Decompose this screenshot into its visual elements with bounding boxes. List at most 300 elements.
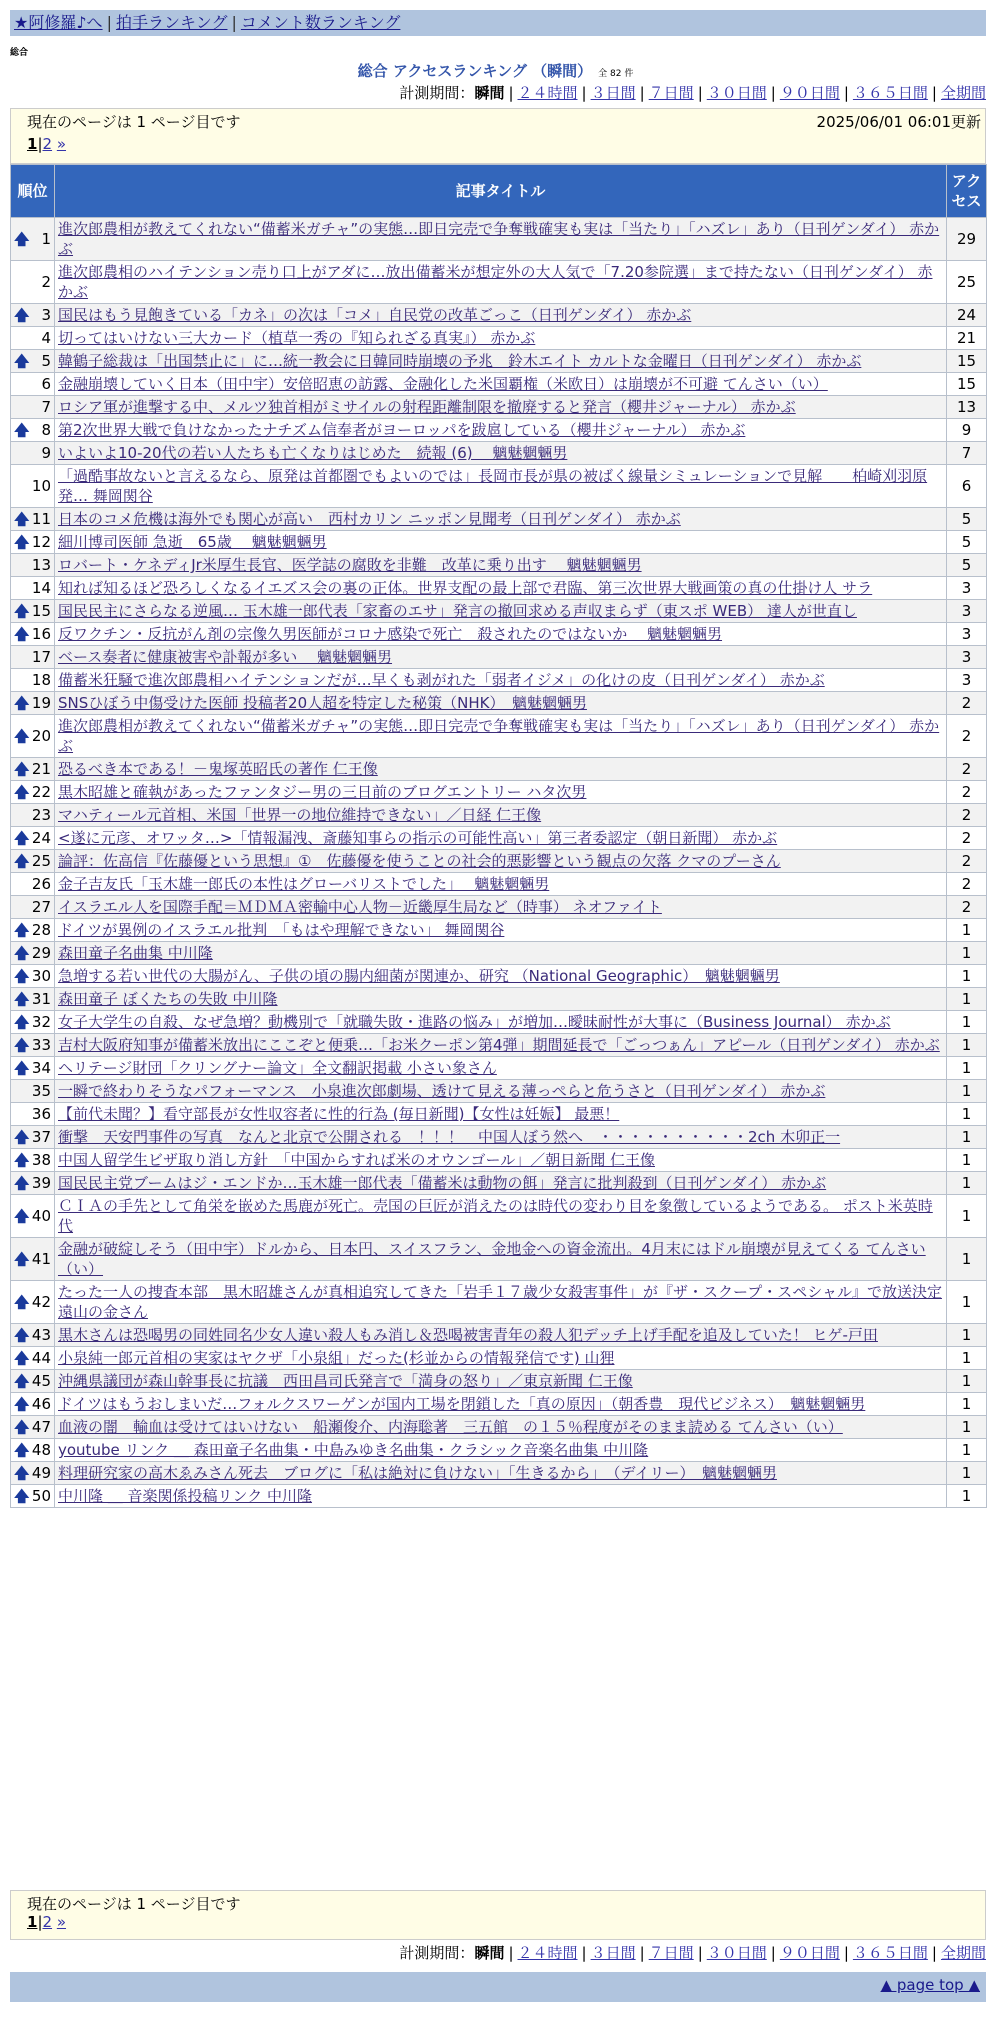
rank-number: 31 (31, 990, 51, 1008)
title-cell (55, 442, 947, 465)
rank-cell (11, 646, 55, 669)
article-link[interactable]: 衝撃 天安門事件の写真 なんと北京で公開される ！！！ 中国人ぼう然へ ・・・・・・・・・・2ch 木卯正一 (58, 1128, 841, 1146)
rank-number: 23 (31, 806, 51, 824)
article-link[interactable]: マハティール元首相、米国「世界一の地位維持できない」／日経 仁王像 (58, 806, 542, 824)
article-link[interactable]: ベース奏者に健康被害や訃報が多い 魑魅魍魎男 (58, 648, 393, 666)
rank-number: 39 (31, 1174, 51, 1192)
table-row (11, 531, 987, 554)
period-link-2[interactable]: ７日間 (648, 1944, 694, 1962)
title-cell (55, 218, 947, 261)
access-count: 9 (947, 419, 987, 442)
article-link[interactable]: 知れば知るほど恐ろしくなるイエズス会の裏の正体。世界支配の最上部で君臨、第三次世界大戦画策の真の仕掛け人 サラ (58, 579, 873, 597)
access-count: 1 (947, 1172, 987, 1195)
rank-number: 40 (31, 1207, 51, 1225)
title-cell (55, 373, 947, 396)
access-count: 1 (947, 1011, 987, 1034)
period-link-0[interactable]: ２４時間 (517, 1944, 578, 1962)
period-link-6[interactable]: 全期間 (940, 1944, 986, 1962)
rank-cell (11, 600, 55, 623)
table-row (11, 758, 987, 781)
article-link[interactable]: 日本のコメ危機は海外でも関心が高い 西村カリン ニッポン見聞考（日刊ゲンダイ） 赤かぶ (58, 510, 681, 528)
rank-cell (11, 1485, 55, 1508)
updated-time: 2025/06/01 06:01更新 (816, 113, 981, 131)
period-selector-bottom (399, 1944, 986, 1962)
nav-separator: | (106, 13, 112, 32)
table-row (11, 508, 987, 531)
rank-number: 32 (31, 1013, 51, 1031)
article-link[interactable]: 進次郎農相のハイテンション売り口上がアダに…放出備蓄米が想定外の大人気で「7.20参院選」まで持たない（日刊ゲンダイ） 赤かぶ (58, 263, 933, 301)
rank-number: 7 (41, 398, 51, 416)
access-count: 7 (947, 442, 987, 465)
rank-number: 5 (41, 352, 51, 370)
title-cell (55, 827, 947, 850)
access-count: 1 (947, 1281, 987, 1324)
title-cell (55, 554, 947, 577)
period-separator: | (697, 1944, 703, 1962)
article-link[interactable]: 金子吉友氏「玉木雄一郎氏の本性はグローバリストでした」 魑魅魍魎男 (58, 875, 550, 893)
rank-number: 12 (31, 533, 51, 551)
article-link[interactable]: 料理研究家の高木ゑみさん死去 ブログに「私は絶対に負けない」「生きるから」 （デイリー） 魑魅魍魎男 (58, 1464, 777, 1482)
rank-number: 4 (41, 329, 51, 347)
rank-cell (11, 715, 55, 758)
title-cell (55, 261, 947, 304)
period-link-0[interactable]: ２４時間 (517, 84, 578, 102)
rank-number: 44 (31, 1349, 51, 1367)
access-count: 5 (947, 554, 987, 577)
access-count: 2 (947, 758, 987, 781)
title-cell (55, 1080, 947, 1103)
rank-number: 20 (31, 727, 51, 745)
article-link[interactable]: 女子大学生の自殺、なぜ急増？動機別で「就職失敗・進路の悩み」が増加…曖昧耐性が大事に（Business Journal） 赤かぶ (58, 1013, 891, 1031)
title-cell (55, 1126, 947, 1149)
rank-number: 13 (31, 556, 51, 574)
table-row (11, 1238, 987, 1281)
title-cell (55, 919, 947, 942)
pager-separator: | (37, 135, 43, 153)
page-title: 総合 アクセスランキング （瞬間） (357, 62, 593, 80)
access-count: 2 (947, 781, 987, 804)
article-link[interactable]: 「過酷事故ないと言えるなら、原発は首都圏でもよいのでは」長岡市長が県の被ばく線量シミュレーションで見解 柏崎刈羽原発… 舞岡関谷 (58, 467, 928, 505)
rank-cell (11, 554, 55, 577)
title-cell (55, 1462, 947, 1485)
access-count: 1 (947, 1416, 987, 1439)
table-row (11, 804, 987, 827)
article-link[interactable]: ドイツはもうおしまいだ…フォルクスワーゲンが国内工場を閉鎖した「真の原因」（朝香豊 現代ビジネス） 魑魅魍魎男 (58, 1395, 866, 1413)
title-cell (55, 804, 947, 827)
rank-cell (11, 1149, 55, 1172)
rank-number: 37 (31, 1128, 51, 1146)
title-cell (55, 692, 947, 715)
rank-number: 29 (31, 944, 51, 962)
article-link[interactable]: 細川博司医師 急逝 65歳 魑魅魍魎男 (58, 533, 327, 551)
table-row (11, 442, 987, 465)
access-count: 3 (947, 669, 987, 692)
up-arrow-icon: 🡅 (14, 230, 30, 248)
period-separator: | (770, 1944, 776, 1962)
rank-cell (11, 1172, 55, 1195)
pager-page-2[interactable]: 2 (42, 135, 53, 153)
rank-cell (11, 1347, 55, 1370)
period-link-5[interactable]: ３６５日間 (852, 1944, 928, 1962)
article-link[interactable]: 第2次世界大戦で負けなかったナチズム信奉者がヨーロッパを跋扈している（櫻井ジャーナル） 赤かぶ (58, 421, 746, 439)
access-count: 1 (947, 1126, 987, 1149)
access-count: 25 (947, 261, 987, 304)
period-separator: | (581, 1944, 587, 1962)
rank-number: 34 (31, 1059, 51, 1077)
period-current: 瞬間 (474, 84, 505, 102)
article-link[interactable]: いよいよ10-20代の若い人たちも亡くなりはじめた 続報 (6) 魑魅魍魎男 (58, 444, 568, 462)
access-count: 5 (947, 531, 987, 554)
title-cell (55, 623, 947, 646)
period-link-3[interactable]: ３０日間 (706, 1944, 767, 1962)
period-link-4[interactable]: ９０日間 (779, 1944, 840, 1962)
title-cell (55, 1324, 947, 1347)
rank-number: 16 (31, 625, 51, 643)
col-rank-header: 順位 (11, 165, 55, 218)
article-link[interactable]: 黒木さんは恐喝男の同姓同名少女人違い殺人もみ消し＆恐喝被害青年の殺人犯デッチ上げ手配を追及していた！ ヒゲ-戸田 (58, 1326, 878, 1344)
access-count: 13 (947, 396, 987, 419)
up-arrow-icon: 🡅 (14, 1128, 30, 1146)
table-row (11, 692, 987, 715)
article-link[interactable]: 中川隆 ＿ 音楽関係投稿リンク 中川隆 (58, 1487, 313, 1505)
title-cell (55, 327, 947, 350)
article-link[interactable]: 論評：佐高信『佐藤優という思想』① 佐藤優を使うことの社会的悪影響という観点の欠落 クマのプーさん (58, 852, 781, 870)
title-cell (55, 508, 947, 531)
period-link-5[interactable]: ３６５日間 (852, 84, 928, 102)
article-link[interactable]: ロバート・ケネディJr米厚生長官、医学誌の腐敗を非難 改革に乗り出す 魑魅魍魎男 (58, 556, 642, 574)
rank-cell (11, 1416, 55, 1439)
rank-number: 35 (31, 1082, 51, 1100)
pager-page-1: 1 (27, 135, 38, 153)
rank-cell (11, 419, 55, 442)
period-selector-top (399, 84, 986, 102)
title-cell (55, 1103, 947, 1126)
rank-cell (11, 1439, 55, 1462)
table-row (11, 1439, 987, 1462)
up-arrow-icon: 🡅 (14, 1349, 30, 1367)
title-cell (55, 1416, 947, 1439)
access-count: 1 (947, 919, 987, 942)
article-link[interactable]: 急増する若い世代の大腸がん、子供の頃の腸内細菌が関連か、研究 （National Geographic） 魑魅魍魎男 (58, 967, 780, 985)
article-link[interactable]: ヘリテージ財団「クリングナー論文」全文翻訳掲載 小さい象さん (58, 1059, 497, 1077)
title-cell (55, 1034, 947, 1057)
article-link[interactable]: 進次郎農相が教えてくれない“備蓄米ガチャ”の実態…即日完売で争奪戦確実も実は「当たり」「ハズレ」あり（日刊ゲンダイ） 赤かぶ (58, 220, 940, 258)
period-link-4[interactable]: ９０日間 (779, 84, 840, 102)
access-count: 2 (947, 804, 987, 827)
article-link[interactable]: <遂に元彦、オワッタ…>「情報漏洩、斎藤知事らの指示の可能性高い」第三者委認定（朝日新聞） 赤かぶ (58, 829, 778, 847)
rank-number: 46 (31, 1395, 51, 1413)
up-arrow-icon: 🡅 (14, 306, 30, 324)
up-arrow-icon: 🡅 (14, 625, 30, 643)
table-row (11, 1011, 987, 1034)
access-count: 3 (947, 577, 987, 600)
article-link[interactable]: 国民民主党ブームはジ・エンドか…玉木雄一郎代表「備蓄米は動物の餌」発言に批判殺到（日刊ゲンダイ） 赤かぶ (58, 1174, 827, 1192)
table-row (11, 827, 987, 850)
article-link[interactable]: 切ってはいけない三大カード（植草一秀の『知られざる真実』） 赤かぶ (58, 329, 536, 347)
article-link[interactable]: ＣＩＡの手先として角栄を嵌めた馬鹿が死亡。売国の巨匠が消えたのは時代の変わり目を象徴しているようである。 ポスト米英時代 (58, 1197, 933, 1235)
article-link[interactable]: 金融が破綻しそう（田中宇）ドルから、日本円、スイスフラン、金地金への資金流出。4月末にはドル崩壊が見えてくる てんさい（い） (58, 1240, 926, 1278)
pager-next[interactable]: » (56, 1913, 67, 1931)
up-arrow-icon: 🡅 (14, 1250, 30, 1268)
rank-number: 6 (41, 375, 51, 393)
period-link-2[interactable]: ７日間 (648, 84, 694, 102)
col-access-header: アクセス (947, 165, 987, 218)
up-arrow-icon: 🡅 (14, 1372, 30, 1390)
title-cell (55, 1347, 947, 1370)
table-row (11, 1462, 987, 1485)
pager-next[interactable]: » (56, 135, 67, 153)
home-link[interactable]: ★阿修羅♪へ (14, 13, 103, 32)
title-cell (55, 1393, 947, 1416)
period-separator: | (931, 84, 937, 102)
article-link[interactable]: 恐るべき本である！－鬼塚英昭氏の著作 仁王像 (58, 760, 378, 778)
rank-number: 17 (31, 648, 51, 666)
access-count: 5 (947, 508, 987, 531)
up-arrow-icon: 🡅 (14, 1418, 30, 1436)
rank-number: 14 (31, 579, 51, 597)
rank-cell (11, 1281, 55, 1324)
rank-number: 19 (31, 694, 51, 712)
rank-cell (11, 1034, 55, 1057)
pager-page-2[interactable]: 2 (42, 1913, 53, 1931)
rank-cell (11, 919, 55, 942)
article-link[interactable]: ロシア軍が進撃する中、メルツ独首相がミサイルの射程距離制限を撤廃すると発言（櫻井ジャーナル） 赤かぶ (58, 398, 796, 416)
rank-number: 45 (31, 1372, 51, 1390)
rank-cell (11, 465, 55, 508)
rank-cell (11, 1057, 55, 1080)
rank-cell (11, 1462, 55, 1485)
period-separator: | (508, 84, 514, 102)
table-row (11, 1172, 987, 1195)
rank-cell (11, 850, 55, 873)
rank-cell (11, 1324, 55, 1347)
top-nav-bar (10, 10, 986, 36)
pager-separator: | (37, 1913, 43, 1931)
rank-number: 15 (31, 602, 51, 620)
table-row (11, 873, 987, 896)
rank-number: 8 (41, 421, 51, 439)
article-link[interactable]: 黒木昭雄と確執があったファンタジー男の三日前のブログエントリー ハタ次男 (58, 783, 587, 801)
rank-number: 48 (31, 1441, 51, 1459)
rank-cell (11, 261, 55, 304)
up-arrow-icon: 🡅 (14, 1174, 30, 1192)
rank-cell (11, 1126, 55, 1149)
up-arrow-icon: 🡅 (14, 1151, 30, 1169)
rank-cell (11, 442, 55, 465)
up-arrow-icon: 🡅 (14, 1013, 30, 1031)
rank-number: 3 (41, 306, 51, 324)
period-separator: | (639, 1944, 645, 1962)
article-link[interactable]: 森田童子名曲集 中川隆 (58, 944, 213, 962)
period-link-1[interactable]: ３日間 (590, 84, 636, 102)
rank-number: 49 (31, 1464, 51, 1482)
article-link[interactable]: 中国人留学生ビザ取り消し方針 「中国からすれば米のオウンゴール」／朝日新聞 仁王像 (58, 1151, 655, 1169)
title-cell (55, 304, 947, 327)
up-arrow-icon: 🡅 (14, 852, 30, 870)
access-count: 1 (947, 1238, 987, 1281)
article-link[interactable]: 血液の闇 輸血は受けてはいけない 船瀬俊介、内海聡著 三五館 の１５％程度がそのまま読める てんさい（い） (58, 1418, 843, 1436)
rank-number: 21 (31, 760, 51, 778)
article-link[interactable]: 吉村大阪府知事が備蓄米放出にここぞと便乗…「お米クーポン第4弾」期間延長で「ごっつぁん」アピール（日刊ゲンダイ） 赤かぶ (58, 1036, 940, 1054)
article-link[interactable]: 備蓄米狂騒で進次郎農相ハイテンションだが…早くも剥がれた「弱者イジメ」の化けの皮（日刊ゲンダイ） 赤かぶ (58, 671, 825, 689)
up-arrow-icon: 🡅 (14, 533, 30, 551)
access-count: 1 (947, 1149, 987, 1172)
rank-number: 9 (41, 444, 51, 462)
table-row (11, 304, 987, 327)
rank-cell (11, 327, 55, 350)
article-link[interactable]: 小泉純一郎元首相の実家はヤクザ「小泉組」だった(杉並からの情報発信です) 山狸 (58, 1349, 615, 1367)
up-arrow-icon: 🡅 (14, 944, 30, 962)
rank-cell (11, 304, 55, 327)
section-label: 総合 (10, 48, 29, 58)
article-link[interactable]: 国民はもう見飽きている「カネ」の次は「コメ」自民党の改革ごっこ（日刊ゲンダイ） 赤かぶ (58, 306, 692, 324)
access-count: 1 (947, 1103, 987, 1126)
title-cell (55, 896, 947, 919)
title-cell (55, 396, 947, 419)
title-cell (55, 988, 947, 1011)
article-link[interactable]: 反ワクチン・反抗がん剤の宗像久男医師がコロナ感染で死亡 殺されたのではないか 魑魅魍魎男 (58, 625, 723, 643)
page-info-bottom (10, 1890, 986, 1940)
table-row (11, 1080, 987, 1103)
rank-cell (11, 396, 55, 419)
rank-number: 10 (31, 477, 51, 495)
access-count: 1 (947, 1347, 987, 1370)
up-arrow-icon: 🡅 (14, 1395, 30, 1413)
period-separator: | (697, 84, 703, 102)
table-row (11, 554, 987, 577)
article-link[interactable]: 一瞬で終わりそうなパフォーマンス 小泉進次郎劇場、透けて見える薄っぺらと危うさと（日刊ゲンダイ） 赤かぶ (58, 1082, 826, 1100)
up-arrow-icon: 🡅 (14, 967, 30, 985)
col-title-header: 記事タイトル (55, 165, 947, 218)
article-link[interactable]: イスラエル人を国際手配＝ＭＤＭＡ密輸中心人物－近畿厚生局など（時事） ネオファイト (58, 898, 662, 916)
period-separator: | (931, 1944, 937, 1962)
table-row (11, 988, 987, 1011)
title-cell (55, 965, 947, 988)
table-row (11, 261, 987, 304)
title-cell (55, 1238, 947, 1281)
title-cell (55, 1149, 947, 1172)
table-row (11, 781, 987, 804)
period-separator: | (508, 1944, 514, 1962)
title-cell (55, 465, 947, 508)
clap-ranking-link[interactable]: 拍手ランキング (115, 13, 228, 32)
access-count: 3 (947, 600, 987, 623)
table-row (11, 1103, 987, 1126)
nav-separator: | (231, 13, 237, 32)
up-arrow-icon: 🡅 (14, 1036, 30, 1054)
rank-number: 43 (31, 1326, 51, 1344)
access-count: 2 (947, 827, 987, 850)
article-link[interactable]: 沖縄県議団が森山幹事長に抗議 西田昌司氏発言で「満身の怒り」／東京新聞 仁王像 (58, 1372, 633, 1390)
rank-number: 33 (31, 1036, 51, 1054)
ranking-table (10, 164, 987, 1508)
period-label: 計測期間： (399, 1944, 475, 1962)
article-link[interactable]: 韓鶴子総裁は「出国禁止に」に…統一教会に日韓同時崩壊の予兆 鈴木エイト カルトな金曜日（日刊ゲンダイ） 赤かぶ (58, 352, 862, 370)
rank-number: 28 (31, 921, 51, 939)
up-arrow-icon: 🡅 (14, 1207, 30, 1225)
table-row (11, 896, 987, 919)
access-count: 1 (947, 1324, 987, 1347)
article-link[interactable]: 金融崩壊していく日本（田中宇）安倍昭恵の訪露、金融化した米国覇権（米欧日）は崩壊が不可避 てんさい（い） (58, 375, 828, 393)
table-row (11, 577, 987, 600)
title-cell (55, 1172, 947, 1195)
rank-cell (11, 373, 55, 396)
rank-cell (11, 758, 55, 781)
footer-bar (10, 1972, 986, 2002)
rank-number: 30 (31, 967, 51, 985)
table-row (11, 669, 987, 692)
rank-cell (11, 781, 55, 804)
comment-ranking-link[interactable]: コメント数ランキング (240, 13, 401, 32)
article-link[interactable]: youtube リンク ＿ 森田童子名曲集・中島みゆき名曲集・クラシック音楽名曲集 中川隆 (58, 1441, 649, 1459)
up-arrow-icon: 🡅 (14, 1293, 30, 1311)
period-link-6[interactable]: 全期間 (940, 84, 986, 102)
article-link[interactable]: 進次郎農相が教えてくれない“備蓄米ガチャ”の実態…即日完売で争奪戦確実も実は「当たり」「ハズレ」あり（日刊ゲンダイ） 赤かぶ (58, 717, 940, 755)
rank-number: 18 (31, 671, 51, 689)
access-count: 3 (947, 646, 987, 669)
access-count: 29 (947, 218, 987, 261)
title-cell (55, 1485, 947, 1508)
title-cell (55, 600, 947, 623)
up-arrow-icon: 🡅 (14, 1326, 30, 1344)
table-row (11, 1347, 987, 1370)
table-row (11, 465, 987, 508)
access-count: 1 (947, 1080, 987, 1103)
article-link[interactable]: 【前代未聞？】看守部長が女性収容者に性的行為 (毎日新聞)【女性は妊娠】 最悪！ (58, 1105, 620, 1123)
article-link[interactable]: ドイツが異例のイスラエル批判 「もはや理解できない」 舞岡関谷 (58, 921, 505, 939)
article-link[interactable]: SNSひぼう中傷受けた医師 投稿者20人超を特定した秘策（NHK） 魑魅魍魎男 (58, 694, 587, 712)
title-cell (55, 577, 947, 600)
access-count: 15 (947, 350, 987, 373)
rank-number: 1 (41, 230, 51, 248)
access-count: 3 (947, 623, 987, 646)
table-row (11, 327, 987, 350)
table-row (11, 396, 987, 419)
table-row (11, 419, 987, 442)
article-link[interactable]: 森田童子 ぼくたちの失敗 中川隆 (58, 990, 278, 1008)
table-row (11, 1324, 987, 1347)
article-link[interactable]: たった一人の捜査本部 黒木昭雄さんが真相追究してきた「岩手１７歳少女殺害事件」が『ザ・スクープ・スペシャル』で放送決定 遠山の金さん (58, 1283, 942, 1321)
table-row (11, 1057, 987, 1080)
rank-cell (11, 1011, 55, 1034)
table-row (11, 919, 987, 942)
title-cell (55, 1195, 947, 1238)
rank-cell (11, 942, 55, 965)
rank-cell (11, 692, 55, 715)
period-link-1[interactable]: ３日間 (590, 1944, 636, 1962)
title-cell (55, 781, 947, 804)
up-arrow-icon: 🡅 (14, 1059, 30, 1077)
title-cell (55, 942, 947, 965)
title-cell (55, 850, 947, 873)
pager-page-1: 1 (27, 1913, 38, 1931)
title-cell (55, 1057, 947, 1080)
table-row (11, 1370, 987, 1393)
access-count: 1 (947, 1370, 987, 1393)
rank-cell (11, 1393, 55, 1416)
rank-cell (11, 965, 55, 988)
rank-cell (11, 623, 55, 646)
title-cell (55, 531, 947, 554)
table-row (11, 942, 987, 965)
period-link-3[interactable]: ３０日間 (706, 84, 767, 102)
rank-cell (11, 1370, 55, 1393)
access-count: 2 (947, 692, 987, 715)
article-link[interactable]: 国民民主にさらなる逆風… 玉木雄一郎代表「家畜のエサ」発言の撤回求める声収まらず（東スポ WEB） 達人が世直し (58, 602, 857, 620)
period-separator: | (639, 84, 645, 102)
page-top-link[interactable]: ▲ page top ▲ (880, 1976, 980, 1994)
access-count: 1 (947, 1462, 987, 1485)
